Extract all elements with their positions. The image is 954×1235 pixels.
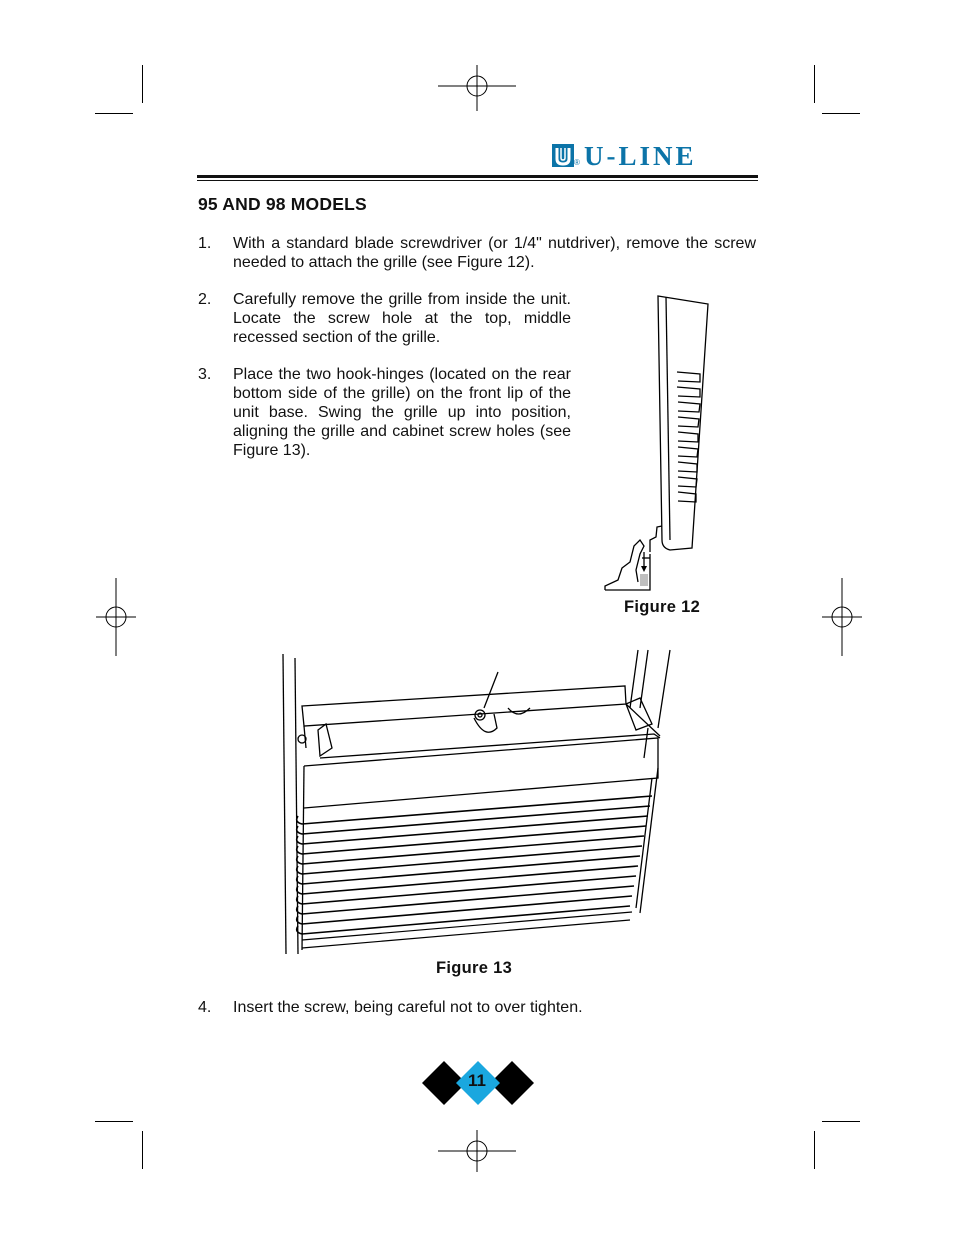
step-number: 3.	[198, 366, 212, 383]
brand-name: U-LINE	[584, 141, 697, 171]
page-number: 11	[468, 1071, 486, 1090]
figure-12-caption: Figure 12	[624, 598, 701, 616]
step-number: 2.	[198, 291, 212, 308]
registration-target-left-icon	[96, 578, 136, 656]
figure-12-grille-side-view	[600, 290, 720, 595]
registration-target-bottom-icon	[438, 1130, 516, 1172]
step-number: 1.	[198, 235, 212, 252]
header-rule-thin	[197, 180, 758, 181]
step-text: With a standard blade screwdriver (or 1/4" nutdriver), remove the screw needed to attach the grille (see Figure 12).	[233, 235, 756, 271]
header-rule	[197, 175, 758, 178]
step-text: Place the two hook-hinges (located on the rear bottom side of the grille) on the front lip of the unit base. Swing the grille up into position, aligning the grille and cabinet screw holes (see Figure 13).	[233, 366, 571, 459]
step-number: 4.	[198, 999, 212, 1016]
registration-target-right-icon	[822, 578, 862, 656]
step-text: Insert the screw, being careful not to over tighten.	[233, 999, 583, 1016]
figure-13-caption: Figure 13	[436, 959, 513, 977]
u-line-logo-icon	[552, 144, 576, 170]
registration-target-top-icon	[438, 65, 516, 111]
figure-13-grille-front-view	[280, 648, 675, 960]
registered-mark: ®	[574, 158, 580, 167]
section-title: 95 AND 98 MODELS	[198, 194, 367, 214]
brand-header	[552, 140, 760, 174]
step-text: Carefully remove the grille from inside the unit. Locate the screw hole at the top, middle recessed section of the grille.	[233, 291, 571, 346]
